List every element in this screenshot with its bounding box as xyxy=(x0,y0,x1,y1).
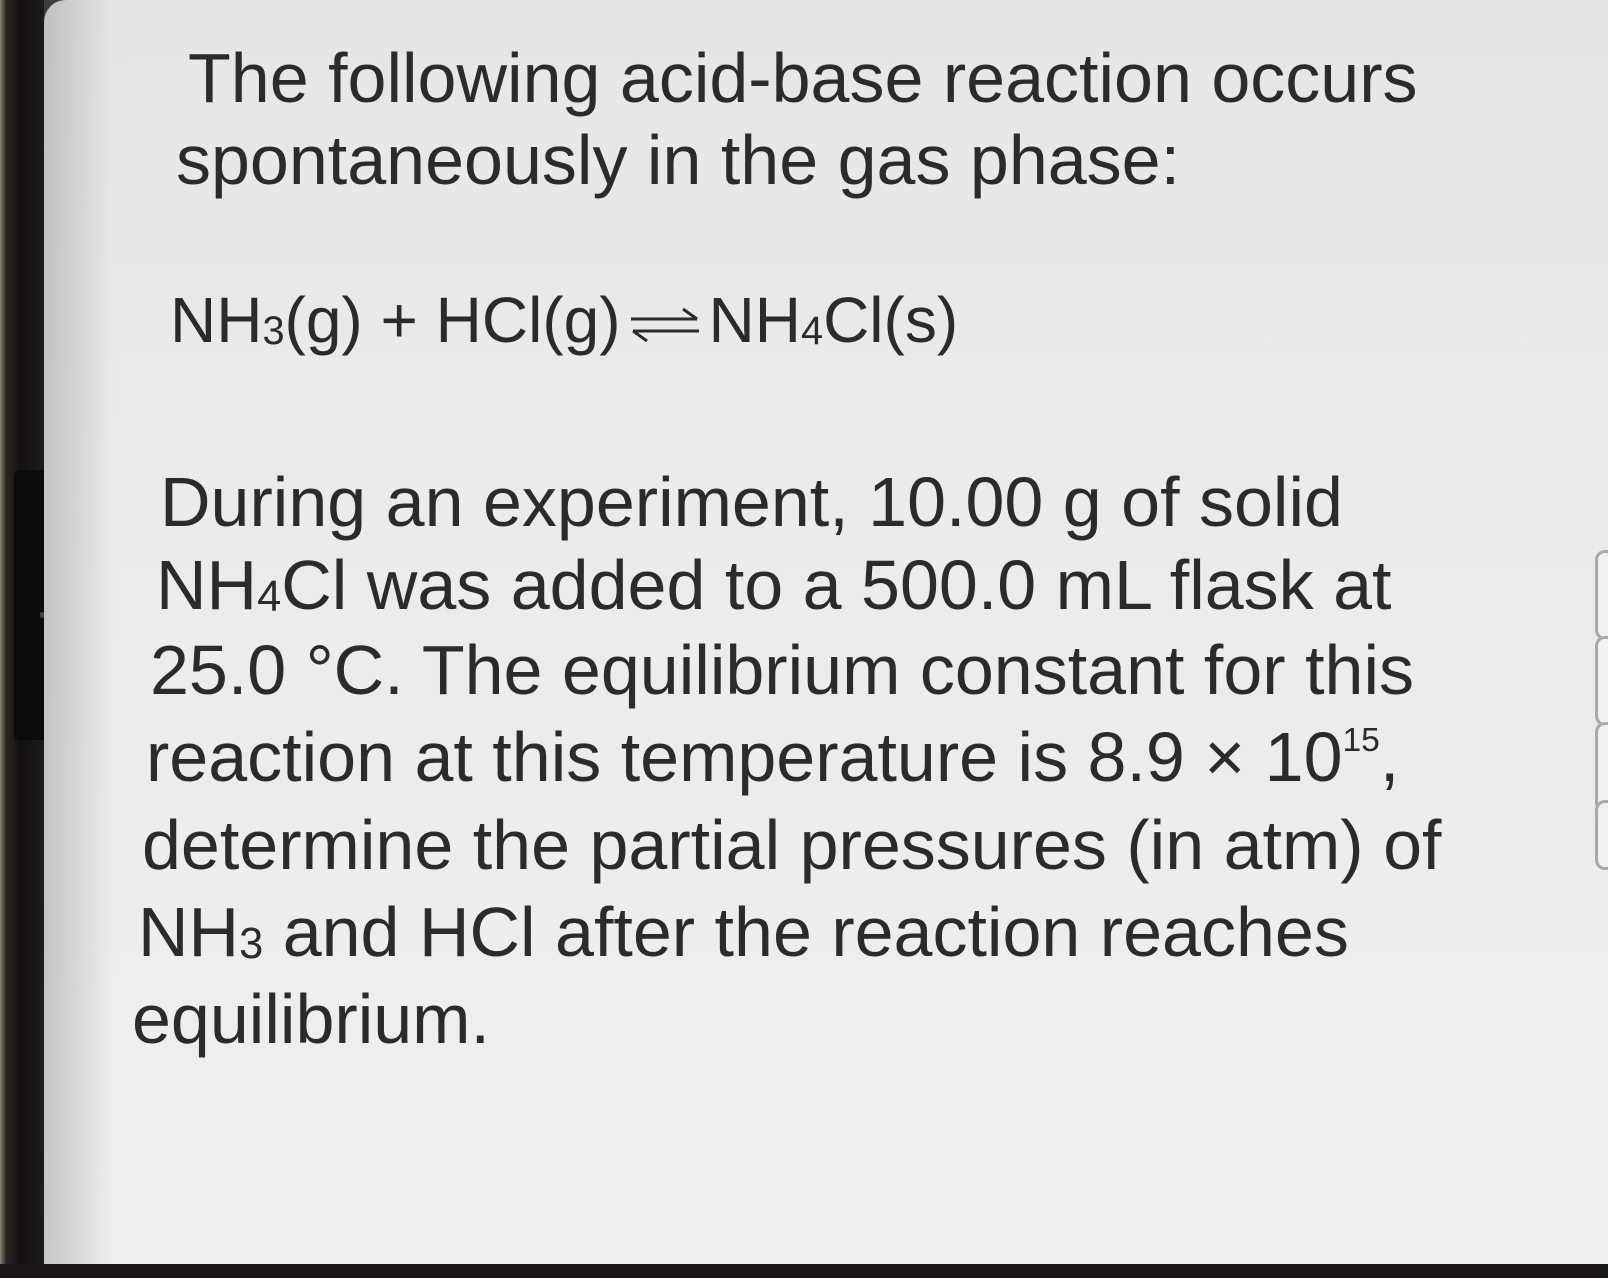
reactant-nh3-base: NH xyxy=(170,284,263,356)
edge-tab[interactable] xyxy=(1595,550,1608,640)
body-line-2 xyxy=(156,543,1392,627)
product-nh4cl-base: NH xyxy=(708,284,801,356)
body-line-2-rest: Cl was added to a 500.0 mL flask at xyxy=(281,546,1392,624)
product-state: Cl(s) xyxy=(823,284,959,356)
reactant-states: (g) + HCl(g) xyxy=(284,284,621,356)
body-line-6-rest: and HCl after the reaction reaches xyxy=(263,893,1349,971)
reaction-equation xyxy=(170,282,958,358)
body-line-6 xyxy=(138,890,1349,974)
edge-tab[interactable] xyxy=(1595,636,1608,726)
body-line-5: determine the partial pressures (in atm) of xyxy=(142,806,1442,884)
body-line-1: During an experiment, 10.00 g of solid xyxy=(160,463,1343,541)
body-line-4-post: , xyxy=(1379,718,1400,796)
body-line-4 xyxy=(146,715,1399,799)
reactant-nh3-subscript: 3 xyxy=(262,308,285,353)
body-line-7: equilibrium. xyxy=(132,980,490,1058)
screen-edge-shadow xyxy=(44,0,114,1270)
exponent: 15 xyxy=(1342,721,1380,759)
nh4-base: NH xyxy=(156,546,258,624)
edge-tab[interactable] xyxy=(1595,722,1608,812)
intro-line-2: spontaneously in the gas phase: xyxy=(176,121,1181,199)
nh3-subscript: 3 xyxy=(239,920,264,969)
product-nh4cl-subscript: 4 xyxy=(800,308,824,353)
body-line-4-pre: reaction at this temperature is 8.9 × 10 xyxy=(146,718,1343,796)
equilibrium-arrow-icon xyxy=(627,304,703,344)
intro-line-1: The following acid-base reaction occurs xyxy=(188,39,1418,117)
device-frame-bottom xyxy=(0,1264,1608,1278)
nh3-base: NH xyxy=(138,893,240,971)
nh4-subscript: 4 xyxy=(257,573,282,622)
body-line-3: 25.0 °C. The equilibrium constant for this xyxy=(150,631,1414,709)
edge-tab[interactable] xyxy=(1595,800,1608,870)
